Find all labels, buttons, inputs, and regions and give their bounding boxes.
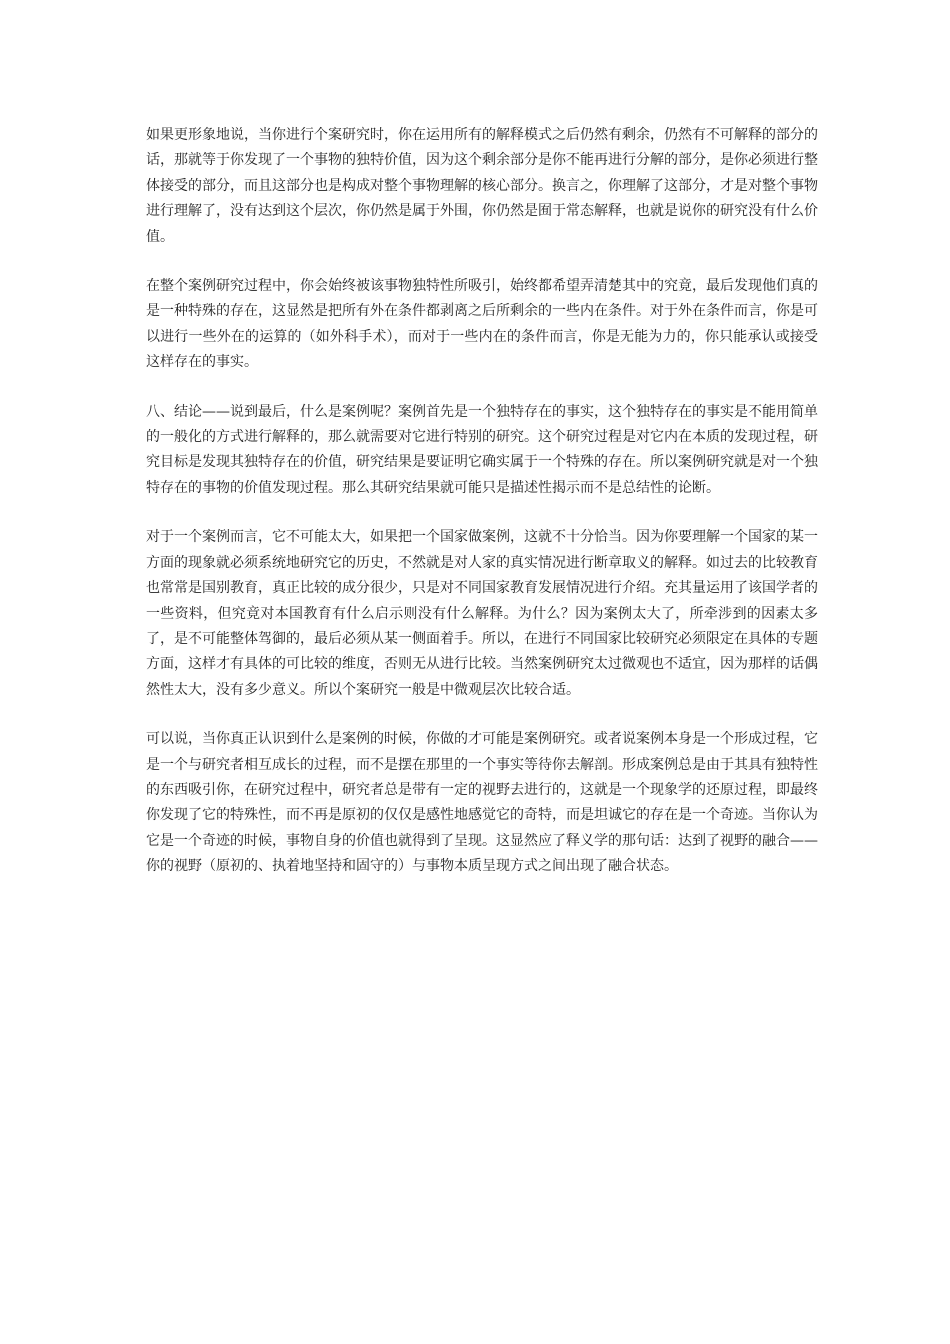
paragraph-5: 可以说，当你真正认识到什么是案例的时候，你做的才可能是案例研究。或者说案例本身是一个形成过程，它是一个与研究者相互成长的过程，而不是摆在那里的一个事实等待你去解剖。形成案例总是由于其具有独特性的东西吸引你，在研究过程中，研究者总是带有一定的视野去进行的，这就是一个现象学的还原过程，即最终你发现了它的特殊性，而不再是原初的仅仅是感性地感觉它的奇特，而是坦诚它的存在是一个奇迹。当你认为它是一个奇迹的时候，事物自身的价值也就得到了呈现。这显然应了释义学的那句话：达到了视野的融合——你的视野（原初的、执着地坚持和固守的）与事物本质呈现方式之间出现了融合状态。 bbox=[146, 731, 818, 875]
paragraph-4: 对于一个案例而言，它不可能太大，如果把一个国家做案例，这就不十分恰当。因为你要理解一个国家的某一方面的现象就必须系统地研究它的历史，不然就是对人家的真实情况进行断章取义的解释。如过去的比较教育也常常是国别教育，真正比较的成分很少，只是对不同国家教育发展情况进行介绍。充其量运用了该国学者的一些资料，但究竟对本国教育有什么启示则没有什么解释。为什么？因为案例太大了，所牵涉到的因素太多了，是不可能整体驾御的，最后必须从某一侧面着手。所以，在进行不同国家比较研究必须限定在具体的专题方面，这样才有具体的可比较的维度，否则无从进行比较。当然案例研究太过微观也不适宜，因为那样的话偶然性太大，没有多少意义。所以个案研究一般是中微观层次比较合适。 bbox=[146, 529, 818, 698]
paragraph-1: 如果更形象地说，当你进行个案研究时，你在运用所有的解释模式之后仍然有剩余，仍然有不可解释的部分的话，那就等于你发现了一个事物的独特价值，因为这个剩余部分是你不能再进行分解的部分，是你必须进行整体接受的部分，而且这部分也是构成对整个事物理解的核心部分。换言之，你理解了这部分，才是对整个事物进行理解了，没有达到这个层次，你仍然是属于外围，你仍然是囿于常态解释，也就是说你的研究没有什么价值。 bbox=[146, 127, 818, 245]
paragraph-2: 在整个案例研究过程中，你会始终被该事物独特性所吸引，始终都希望弄清楚其中的究竟，最后发现他们真的是一种特殊的存在，这显然是把所有外在条件都剥离之后所剩余的一些内在条件。对于外在条件而言，你是可以进行一些外在的运算的（如外科手术），而对于一些内在的条件而言，你是无能为力的，你只能承认或接受这样存在的事实。 bbox=[146, 278, 818, 371]
document-body bbox=[146, 123, 818, 904]
paragraph-3: 八、结论——说到最后，什么是案例呢？案例首先是一个独特存在的事实，这个独特存在的事实是不能用简单的一般化的方式进行解释的，那么就需要对它进行特别的研究。这个研究过程是对它内在本质的发现过程，研究目标是发现其独特存在的价值，研究结果是要证明它确实属于一个特殊的存在。所以案例研究就是对一个独特存在的事物的价值发现过程。那么其研究结果就可能只是描述性揭示而不是总结性的论断。 bbox=[146, 403, 818, 496]
